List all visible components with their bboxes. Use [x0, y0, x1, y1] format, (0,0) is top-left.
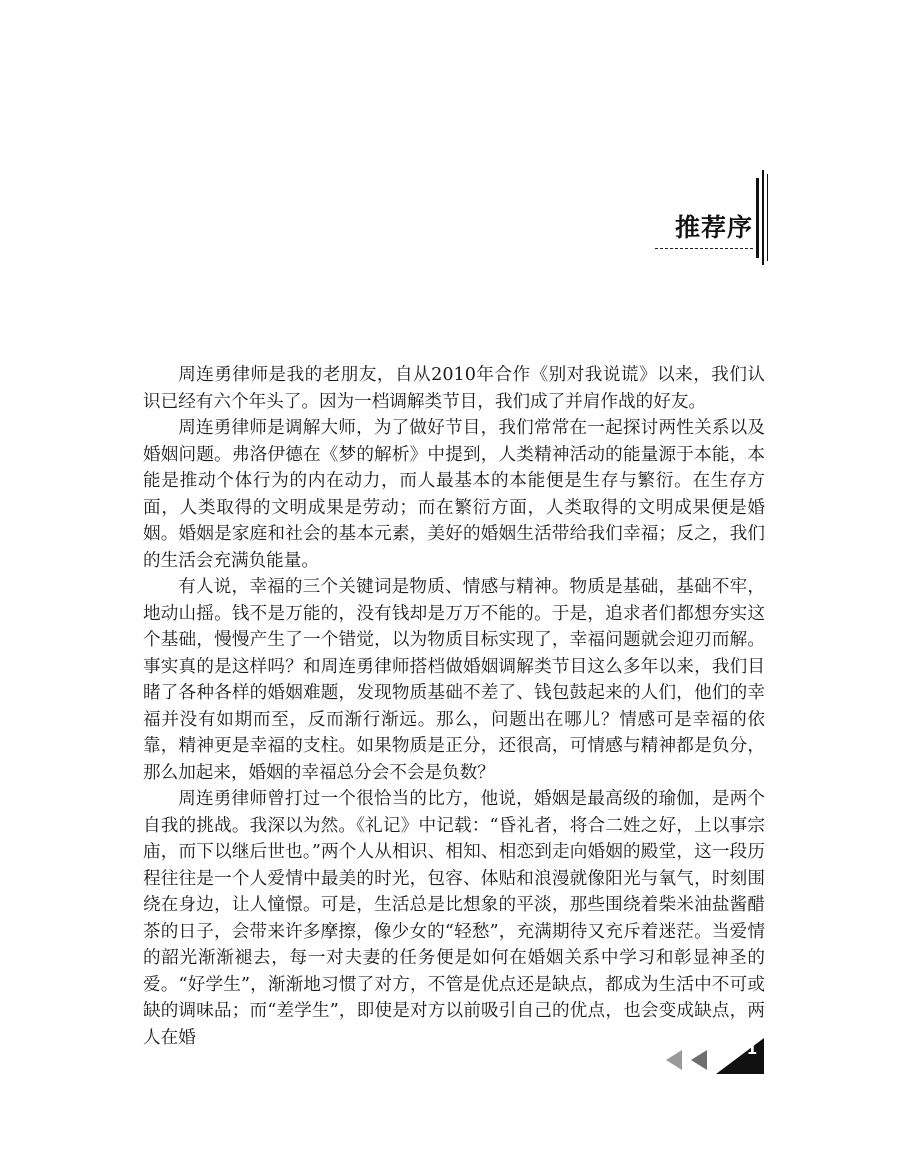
decor-bar [767, 174, 768, 261]
decor-bar [762, 170, 764, 265]
section-heading [655, 214, 753, 249]
page-number: 1 [746, 1040, 758, 1058]
decor-bar [756, 178, 759, 258]
paragraph: 有人说，幸福的三个关键词是物质、情感与精神。物质是基础，基础不牢，地动山摇。钱不是万能的，没有钱却是万万不能的。于是，追求者们都想夯实这个基础，慢慢产生了一个错觉，以为物质目标实现了，幸福问题就会迎刃而解。事实真的是这样吗？和周连勇律师搭档做婚姻调解类节目这么多年以来，我们目睹了各种各样的婚姻难题，发现物质基础不差了、钱包鼓起来的人们，他们的幸福并没有如期而至，反而渐行渐远。那么，问题出在哪儿？情感可是幸福的依靠，精神更是幸福的支柱。如果物质是正分，还很高，可情感与精神都是负分，那么加起来，婚姻的幸福总分会不会是负数？ [143, 577, 765, 783]
left-triangle-icon [691, 1050, 707, 1070]
page-footer-nav [666, 1038, 766, 1074]
preface-body [143, 362, 765, 1051]
page-title: 推荐序 [674, 213, 753, 242]
title-decorative-bars [756, 170, 770, 265]
paragraph: 周连勇律师是我的老朋友，自从2010年合作《别对我说谎》以来，我们认识已经有六个年头了。因为一档调解类节目，我们成了并肩作战的好友。 [143, 365, 765, 412]
paragraph: 周连勇律师曾打过一个很恰当的比方，他说，婚姻是最高级的瑜伽，是两个自我的挑战。我深以为然。《礼记》中记载：“昏礼者，将合二姓之好，上以事宗庙，而下以继后世也。”两个人从相识、相知、相恋到走向婚姻的殿堂，这一段历程往往是一个人爱情中最美的时光，包容、体贴和浪漫就像阳光与氧气，时刻围绕在身边，让人憧憬。可是，生活总是比想象的平淡，那些围绕着柴米油盐酱醋茶的日子，会带来许多摩擦，像少女的“轻愁”，充满期待又充斥着迷茫。当爱情的韶光渐渐褪去，每一对夫妻的任务便是如何在婚姻关系中学习和彰显神圣的爱。“好学生”，渐渐地习惯了对方，不管是优点还是缺点，都成为生活中不可或缺的调味品；而“差学生”，即使是对方以前吸引自己的优点，也会变成缺点，两人在婚 [143, 789, 765, 1048]
left-triangle-icon [666, 1050, 682, 1070]
title-dashed-rule [655, 248, 753, 249]
paragraph: 周连勇律师是调解大师，为了做好节目，我们常常在一起探讨两性关系以及婚姻问题。弗洛伊德在《梦的解析》中提到，人类精神活动的能量源于本能，本能是推动个体行为的内在动力，而人最基本的本能便是生存与繁衍。在生存方面，人类取得的文明成果是劳动；而在繁衍方面，人类取得的文明成果便是婚姻。婚姻是家庭和社会的基本元素，美好的婚姻生活带给我们幸福；反之，我们的生活会充满负能量。 [143, 418, 765, 571]
